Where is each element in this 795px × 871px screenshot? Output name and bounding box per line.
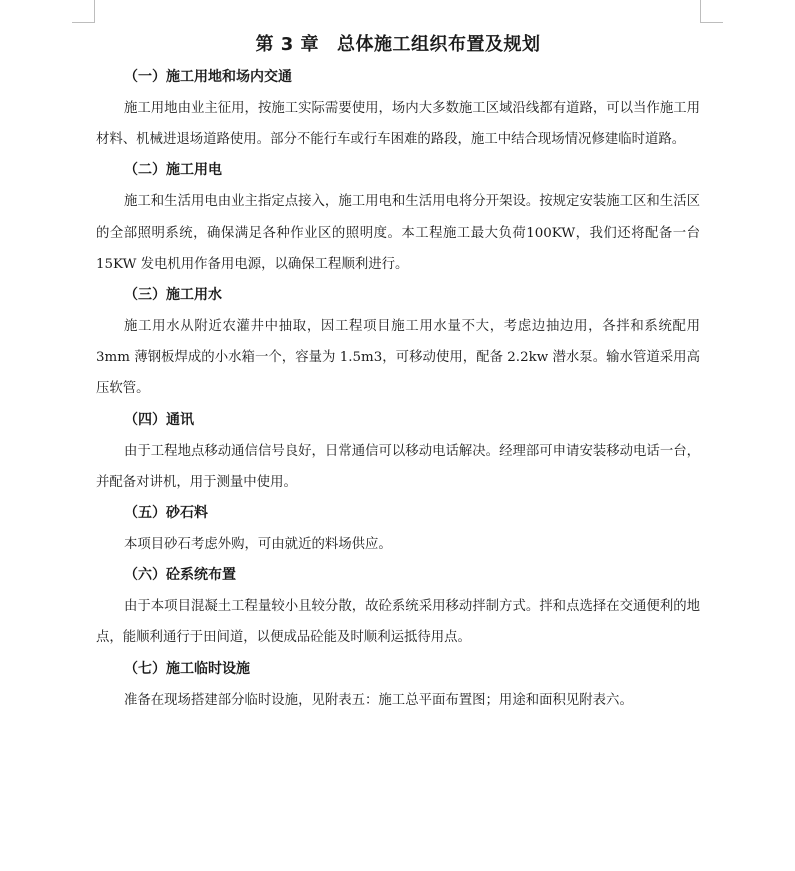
section-paragraph: 本项目砂石考虑外购，可由就近的料场供应。: [124, 537, 392, 553]
section-temporary-facilities: [96, 654, 700, 716]
section-heading: （四）通讯: [124, 411, 194, 428]
chapter-number: 第 3 章: [255, 34, 320, 55]
section-paragraph: 由于本项目混凝土工程量较小且较分散，故砼系统采用移动拌制方式。拌和点选择在交通便利的地点，能顺利通行于田间道，以便成品砼能及时顺利运抵待用点。: [96, 599, 700, 646]
section-paragraph: 施工用水从附近农灌井中抽取，因工程项目施工用水量不大，考虑边抽边用，各拌和系统配用 3mm 薄钢板焊成的小水箱一个，容量为 1.5m3，可移动使用，配备 2.2kw 潜水泵。输水管道采用高压软管。: [96, 319, 700, 397]
section-power: [96, 155, 700, 280]
section-communication: [96, 405, 700, 498]
chapter-title-text: 总体施工组织布置及规划: [337, 34, 541, 55]
section-paragraph: 施工和生活用电由业主指定点接入，施工用电和生活用电将分开架设。按规定安装施工区和生活区的全部照明系统，确保满足各种作业区的照明度。本工程施工最大负荷100KW，我们还将配备一台 15KW 发电机用作备用电源，以确保工程顺利进行。: [96, 194, 700, 272]
crop-mark-top-left: [72, 0, 95, 23]
section-paragraph: 施工用地由业主征用，按施工实际需要使用，场内大多数施工区域沿线都有道路，可以当作施工用材料、机械进退场道路使用。部分不能行车或行车困难的路段，施工中结合现场情况修建临时道路。: [96, 101, 700, 148]
section-land-traffic: [96, 62, 700, 155]
section-heading: （五）砂石料: [124, 505, 208, 522]
section-heading: （二）施工用电: [124, 162, 222, 179]
section-concrete-system: [96, 560, 700, 653]
section-heading: （六）砼系统布置: [124, 567, 236, 584]
chapter-title: [96, 30, 700, 62]
document-body: [96, 30, 700, 716]
section-water: [96, 280, 700, 405]
section-paragraph: 准备在现场搭建部分临时设施，见附表五：施工总平面布置图；用途和面积见附表六。: [124, 692, 633, 708]
section-heading: （三）施工用水: [124, 287, 222, 304]
crop-mark-top-right: [700, 0, 723, 23]
section-aggregate: [96, 498, 700, 560]
section-heading: （七）施工临时设施: [124, 660, 250, 677]
section-paragraph: 由于工程地点移动通信信号良好，日常通信可以移动电话解决。经理部可申请安装移动电话一台，并配备对讲机，用于测量中使用。: [96, 443, 700, 490]
section-heading: （一）施工用地和场内交通: [124, 69, 292, 85]
